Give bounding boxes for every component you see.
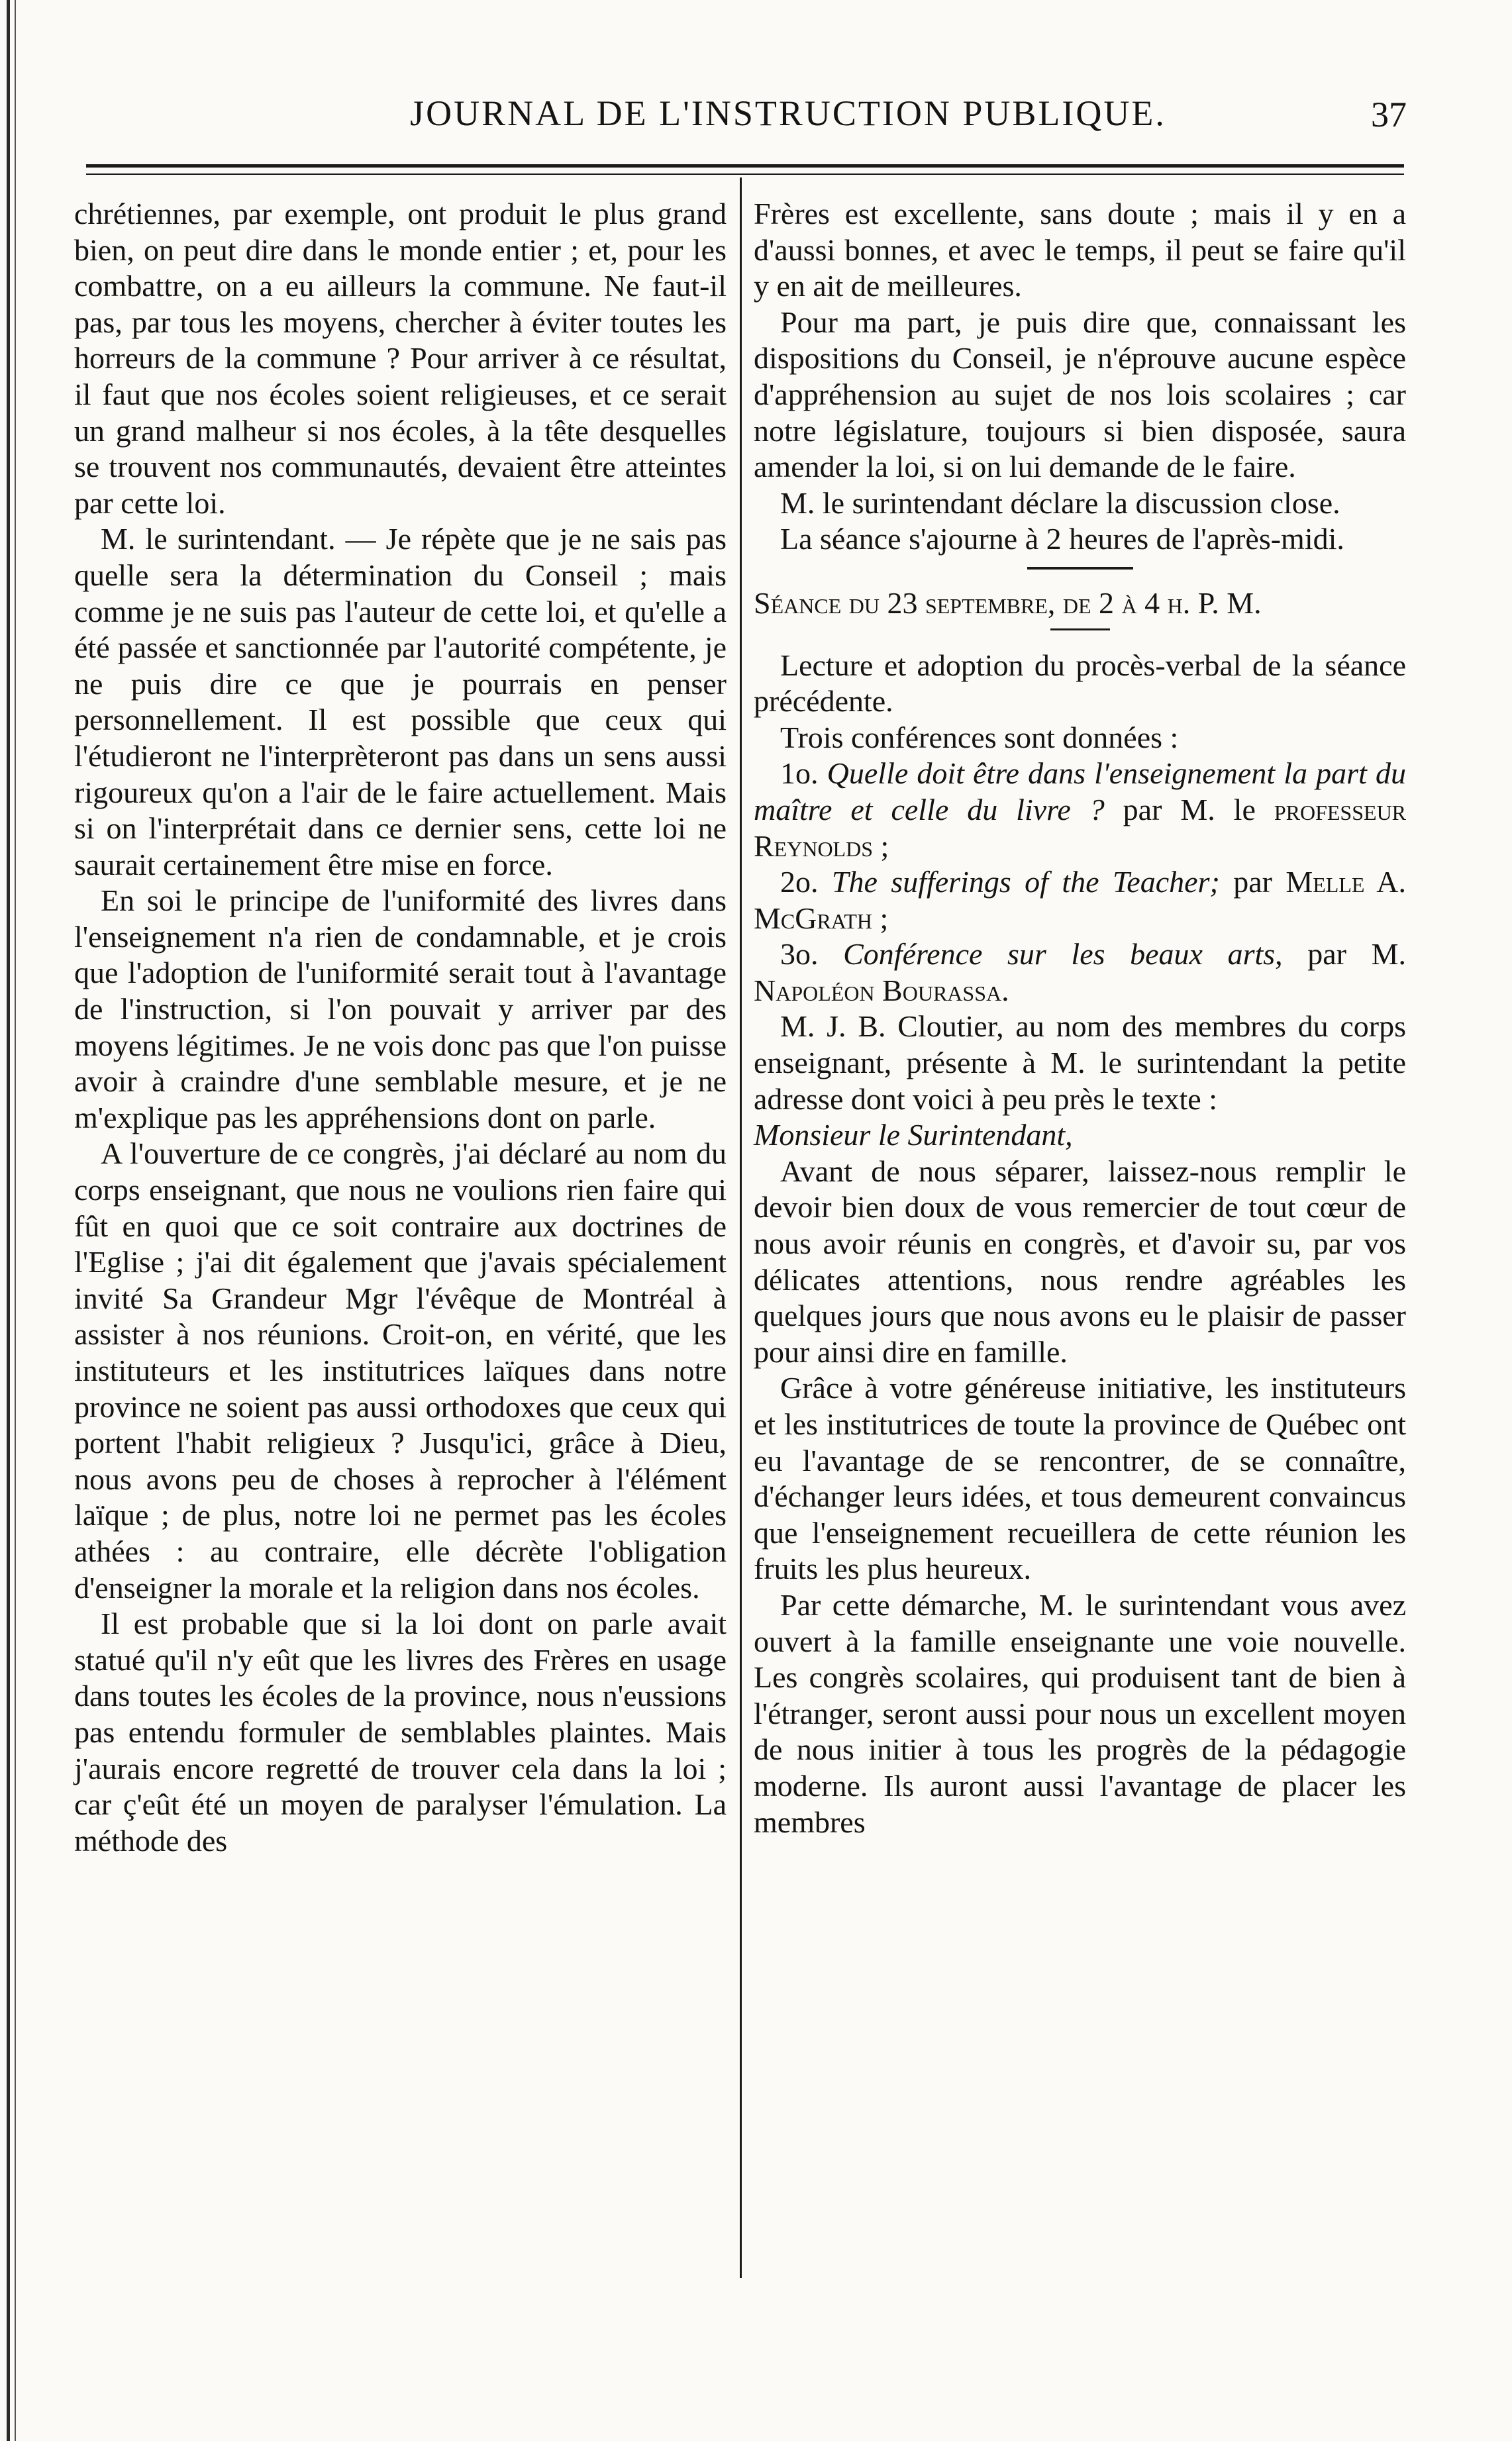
paragraph: Grâce à votre généreuse initiative, les instituteurs et les institutrices de toute la province de Québec ont eu l'avantage de se rencontrer, de se connaître, d'échanger leurs idées, et tous demeurent convaincus que l'enseignement recueillera de cette réunion les fruits les plus heureux.: [754, 1371, 1406, 1586]
paragraph: Trois conférences sont données :: [780, 720, 1179, 754]
paragraph: Par cette démarche, M. le surintendant vous avez ouvert à la famille enseignante une voie nouvelle. Les congrès scolaires, qui produisent tant de bien à l'étranger, seront aussi pour nous un excellent moyen de nous initier à tous les progrès de la pédagogie moderne. Ils auront aussi l'avantage de placer les membres: [754, 1587, 1406, 1839]
conference-by: , par M.: [1275, 937, 1406, 971]
paragraph: A l'ouverture de ce congrès, j'ai déclaré au nom du corps enseignant, que nous ne voulions rien faire qui fût en quoi que ce soit contraire aux doctrines de l'Eglise ; j'ai dit également que j'avais spécialement invité Sa Grandeur Mgr l'évêque de Montréal à assister à nos réunions. Croit-on, en vérité, que les instituteurs et les institutrices laïques dans notre province ne soient pas aussi orthodoxes que ceux qui portent l'habit religieux ? Jusqu'ici, grâce à Dieu, nous avons peu de choses à reprocher à l'élément laïque ; de plus, notre loi ne permet pas les écoles athées : au contraire, elle décrète l'obligation d'enseigner la morale et la religion dans nos écoles.: [74, 1136, 727, 1605]
paragraph: chrétiennes, par exemple, ont produit le plus grand bien, on peut dire dans le monde entier ; et, pour les combattre, on a eu ailleurs la commune. Ne faut-il pas, par tous les moyens, chercher à éviter toutes les horreurs de la commune ? Pour arriver à ce résultat, il faut que nos écoles soient religieuses, et ce serait un grand malheur si nos écoles, à la tête desquelles se trouvent nos communautés, devaient être atteintes par cette loi.: [74, 197, 727, 520]
paragraph: Lecture et adoption du procès-verbal de la séance précédente.: [754, 648, 1406, 719]
paragraph: Frères est excellente, sans doute ; mais il y en a d'aussi bonnes, et avec le temps, il peut se faire qu'il y en ait de meilleures.: [754, 197, 1406, 303]
paragraph: En soi le principe de l'uniformité des livres dans l'enseignement n'a rien de condamnable, et je crois que l'adoption de l'uniformité serait tout à l'avantage de l'instruction, si l'on pouvait y arriver par des moyens légitimes. Je ne vois donc pas que l'on puisse avoir à craindre d'une semblable mesure, et je ne m'explique pas les appréhensions dont on parle.: [74, 883, 727, 1134]
column-separator: [740, 177, 742, 2278]
paragraph: Pour ma part, je puis dire que, connaissant les dispositions du Conseil, je n'éprouve aucune espèce d'appréhension au sujet de nos lois scolaires ; car notre législature, toujours si bien disposée, saura amender la loi, si on lui demande de le faire.: [754, 305, 1406, 484]
session-heading: Séance du 23 septembre, de 2 à 4 h. P. M.: [754, 585, 1262, 620]
conference-title: Conférence sur les beaux arts: [843, 937, 1276, 971]
conference-item-3: [754, 936, 1406, 1009]
page-edge-rule: [7, 0, 10, 2441]
paragraph: M. le surintendant. — Je répète que je ne sais pas quelle sera la détermination du Conseil ; mais comme je ne suis pas l'auteur de cette loi, et qu'elle a été passée et sanctionnée par l'autorité compétente, je ne puis dire ce que je pourrais en penser personnellement. Il est possible que ceux qui l'étudieront ne l'interprèteront pas dans un sens aussi rigoureux qu'on a l'air de le faire actuellement. Mais si on l'interprétait dans ce dernier sens, cette loi ne saurait certainement être mise en force.: [74, 522, 727, 881]
paragraph: M. J. B. Cloutier, au nom des membres du corps enseignant, présente à M. le surintendant la petite adresse dont voici à peu près le texte :: [754, 1009, 1406, 1116]
conference-by: par M. le: [1123, 792, 1256, 826]
header-rule: [86, 164, 1404, 168]
address-salutation: Monsieur le Surintendant,: [754, 1118, 1073, 1152]
header-rule-thin: [86, 174, 1404, 175]
conference-number: 2o.: [780, 865, 819, 899]
page-number: 37: [1371, 95, 1407, 134]
conference-by: par: [1233, 865, 1272, 899]
conference-title: Quelle doit être dans l'enseignement la part du maître et celle du livre ?: [754, 756, 1406, 826]
paragraph: La séance s'ajourne à 2 heures de l'après-midi.: [780, 522, 1344, 556]
conference-item-2: [754, 864, 1406, 936]
conference-title: The sufferings of the Teacher;: [831, 865, 1220, 899]
conference-speaker: Napoléon Bourassa.: [754, 973, 1009, 1007]
page-edge-rule-thin: [15, 0, 16, 2441]
section-divider: [1027, 567, 1133, 570]
conference-speaker: Melle A. McGrath ;: [754, 865, 1407, 935]
paragraph: M. le surintendant déclare la discussion close.: [780, 485, 1340, 520]
paragraph: Il est probable que si la loi dont on parle avait statué qu'il n'y eût que les livres des Frères en usage dans toutes les écoles de la province, nous n'eussions pas entendu formuler de semblables plaintes. Mais j'aurais encore regretté de trouver cela dans la loi ; car ç'eût été un moyen de paralyser l'émulation. La méthode des: [74, 1607, 727, 1858]
left-column: [74, 196, 727, 1859]
running-header: JOURNAL DE L'INSTRUCTION PUBLIQUE.: [410, 93, 1166, 133]
conference-speaker: professeur Reynolds ;: [754, 792, 1407, 863]
conference-number: 1o.: [780, 756, 819, 791]
section-divider-small: [1050, 628, 1110, 630]
paragraph: Avant de nous séparer, laissez-nous remplir le devoir bien doux de vous remercier de tout cœur de nous avoir réunis en congrès, et d'avoir su, par vos délicates attentions, nous rendre agréables les quelques jours que nous avons eu le plaisir de passer pour ainsi dire en famille.: [754, 1154, 1406, 1369]
conference-number: 3o.: [780, 937, 819, 971]
right-column: [754, 196, 1406, 1840]
conference-item-1: [754, 756, 1406, 864]
